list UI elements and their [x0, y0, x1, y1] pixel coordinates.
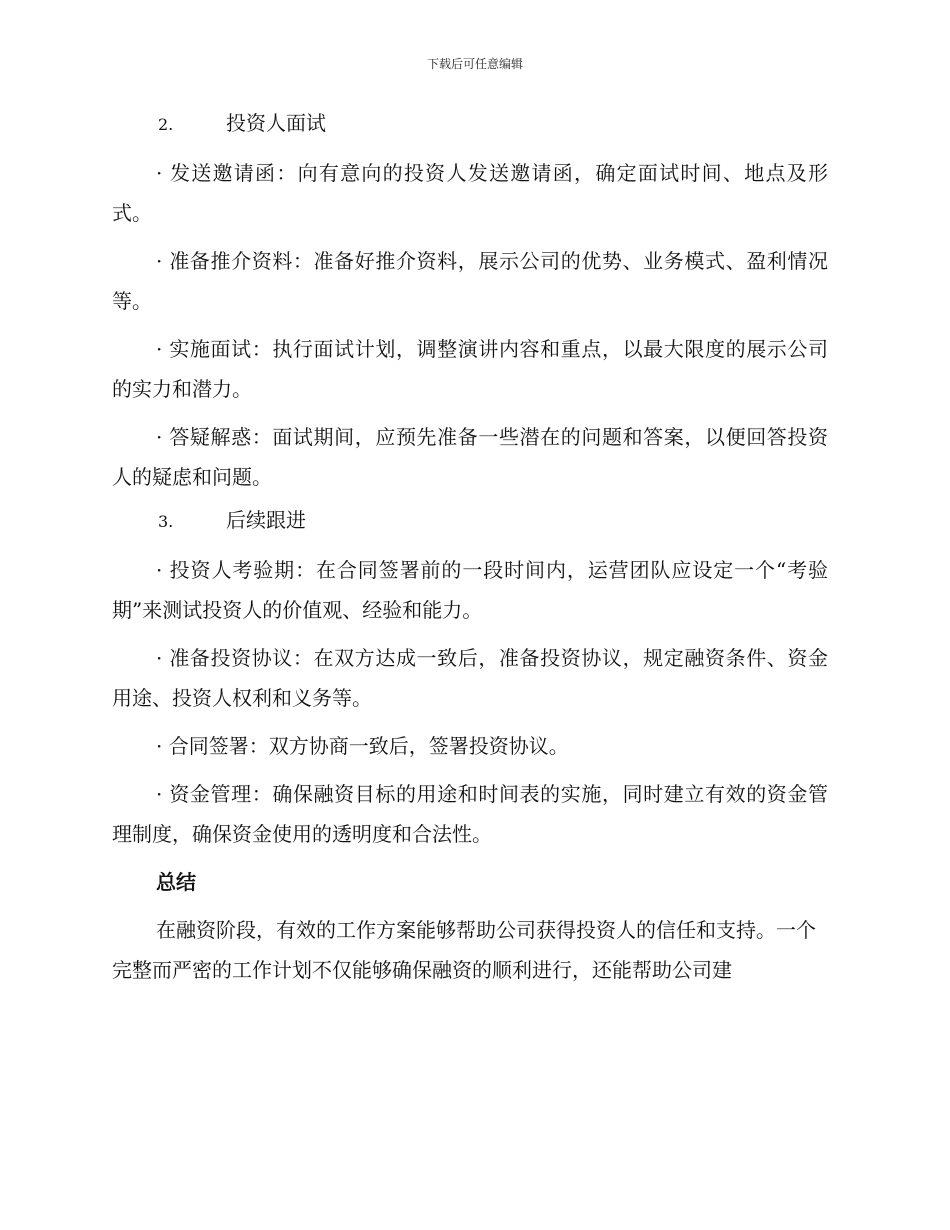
- page-header: 下载后可任意编辑: [426, 57, 523, 71]
- bullet-paragraph: · 投资人考验期：在合同签署前的一段时间内，运营团队应设定一个“考验期”来测试投资人的价值观、经验和能力。: [112, 558, 828, 622]
- document-body: [112, 108, 828, 990]
- bullet-paragraph: · 实施面试：执行面试计划，调整演讲内容和重点，以最大限度的展示公司的实力和潜力。: [112, 337, 828, 401]
- section-heading-interview: [112, 108, 828, 138]
- summary-title: 总结: [156, 870, 196, 894]
- section-title: 投资人面试: [226, 111, 326, 135]
- bullet-paragraph: · 答疑解惑：面试期间，应预先准备一些潜在的问题和答案，以便回答投资人的疑虑和问题。: [112, 425, 828, 489]
- section-number: 2.: [158, 115, 174, 134]
- section-heading-followup: [112, 505, 828, 535]
- section-number: 3.: [158, 512, 174, 531]
- summary-paragraph: 在融资阶段，有效的工作方案能够帮助公司获得投资人的信任和支持。一个完整而严密的工作计划不仅能够确保融资的顺利进行，还能帮助公司建: [112, 918, 816, 982]
- bullet-paragraph: · 发送邀请函：向有意向的投资人发送邀请函，确定面试时间、地点及形式。: [112, 161, 828, 225]
- bullet-paragraph: · 资金管理：确保融资目标的用途和时间表的实施，同时建立有效的资金管理制度，确保资金使用的透明度和合法性。: [112, 782, 828, 846]
- bullet-paragraph: · 合同签署：双方协商一致后，签署投资协议。: [156, 734, 569, 758]
- bullet-paragraph: · 准备投资协议：在双方达成一致后，准备投资协议，规定融资条件、资金用途、投资人权利和义务等。: [112, 646, 828, 710]
- bullet-paragraph: · 准备推介资料：准备好推介资料，展示公司的优势、业务模式、盈利情况等。: [112, 249, 828, 313]
- section-title: 后续跟进: [226, 508, 306, 532]
